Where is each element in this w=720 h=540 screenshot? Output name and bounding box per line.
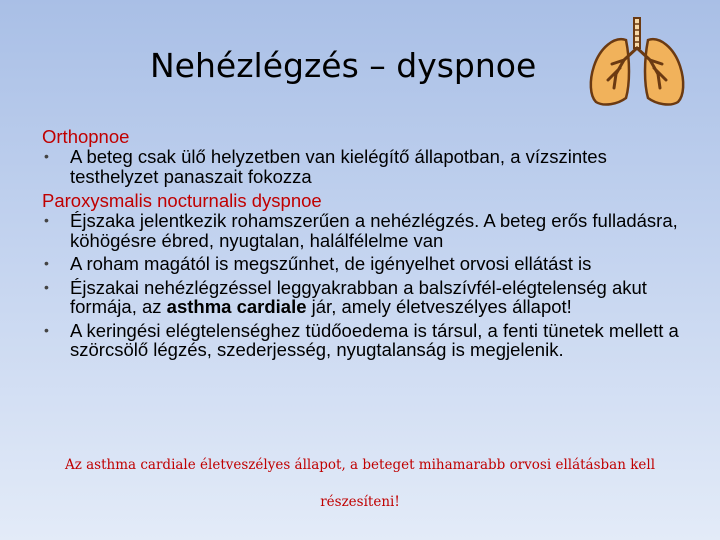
- footer-note: [30, 455, 690, 512]
- section-heading-orthopnoe: Orthopnoe: [42, 126, 130, 147]
- bullet-item: [42, 278, 692, 317]
- slide-content: [42, 126, 692, 360]
- footer-line-2: részesíteni!: [320, 494, 400, 510]
- bullet-text: A keringési elégtelenséghez tüdőoedema is társul, a fenti tünetek mellett a szörcsölő légzés, szederjesség, nyugtalanság is megjelenik.: [70, 319, 679, 360]
- bullet-item: [42, 321, 692, 360]
- bullet-item: [42, 147, 692, 186]
- bullet-dot: •: [44, 278, 49, 295]
- section-heading-paroxysmalis: Paroxysmalis nocturnalis dyspnoe: [42, 190, 322, 211]
- footer-line-1: Az asthma cardiale életveszélyes állapot, a beteget mihamarabb orvosi ellátásban kell: [64, 457, 656, 473]
- lungs-icon: [584, 14, 690, 110]
- bullet-text-before: Éjszakai nehézlégzéssel leggyakrabban a balszívfél-elégtelenség akut formája, az: [70, 276, 647, 317]
- slide-title: Nehézlégzés – dyspnoe: [150, 46, 537, 85]
- bullet-text: A beteg csak ülő helyzetben van kielégítő állapotban, a vízszintes testhelyzet panaszait fokozza: [70, 146, 607, 187]
- bullet-text-after: jár, amely életveszélyes állapot!: [306, 296, 572, 317]
- bullet-text: Éjszaka jelentkezik rohamszerűen a nehézlégzés. A beteg erős fulladásra, köhögésre ébred, nyugtalan, halálfélelme van: [70, 210, 678, 251]
- bullet-dot: •: [44, 255, 49, 271]
- bullet-item: [42, 211, 692, 250]
- bold-term: asthma cardiale: [166, 296, 307, 317]
- bullet-item: [42, 254, 692, 274]
- bullet-text: A roham magától is megszűnhet, de igényelhet orvosi ellátást is: [70, 253, 592, 274]
- bullet-dot: •: [44, 321, 49, 338]
- bullet-dot: •: [44, 212, 49, 228]
- bullet-dot: •: [44, 148, 49, 164]
